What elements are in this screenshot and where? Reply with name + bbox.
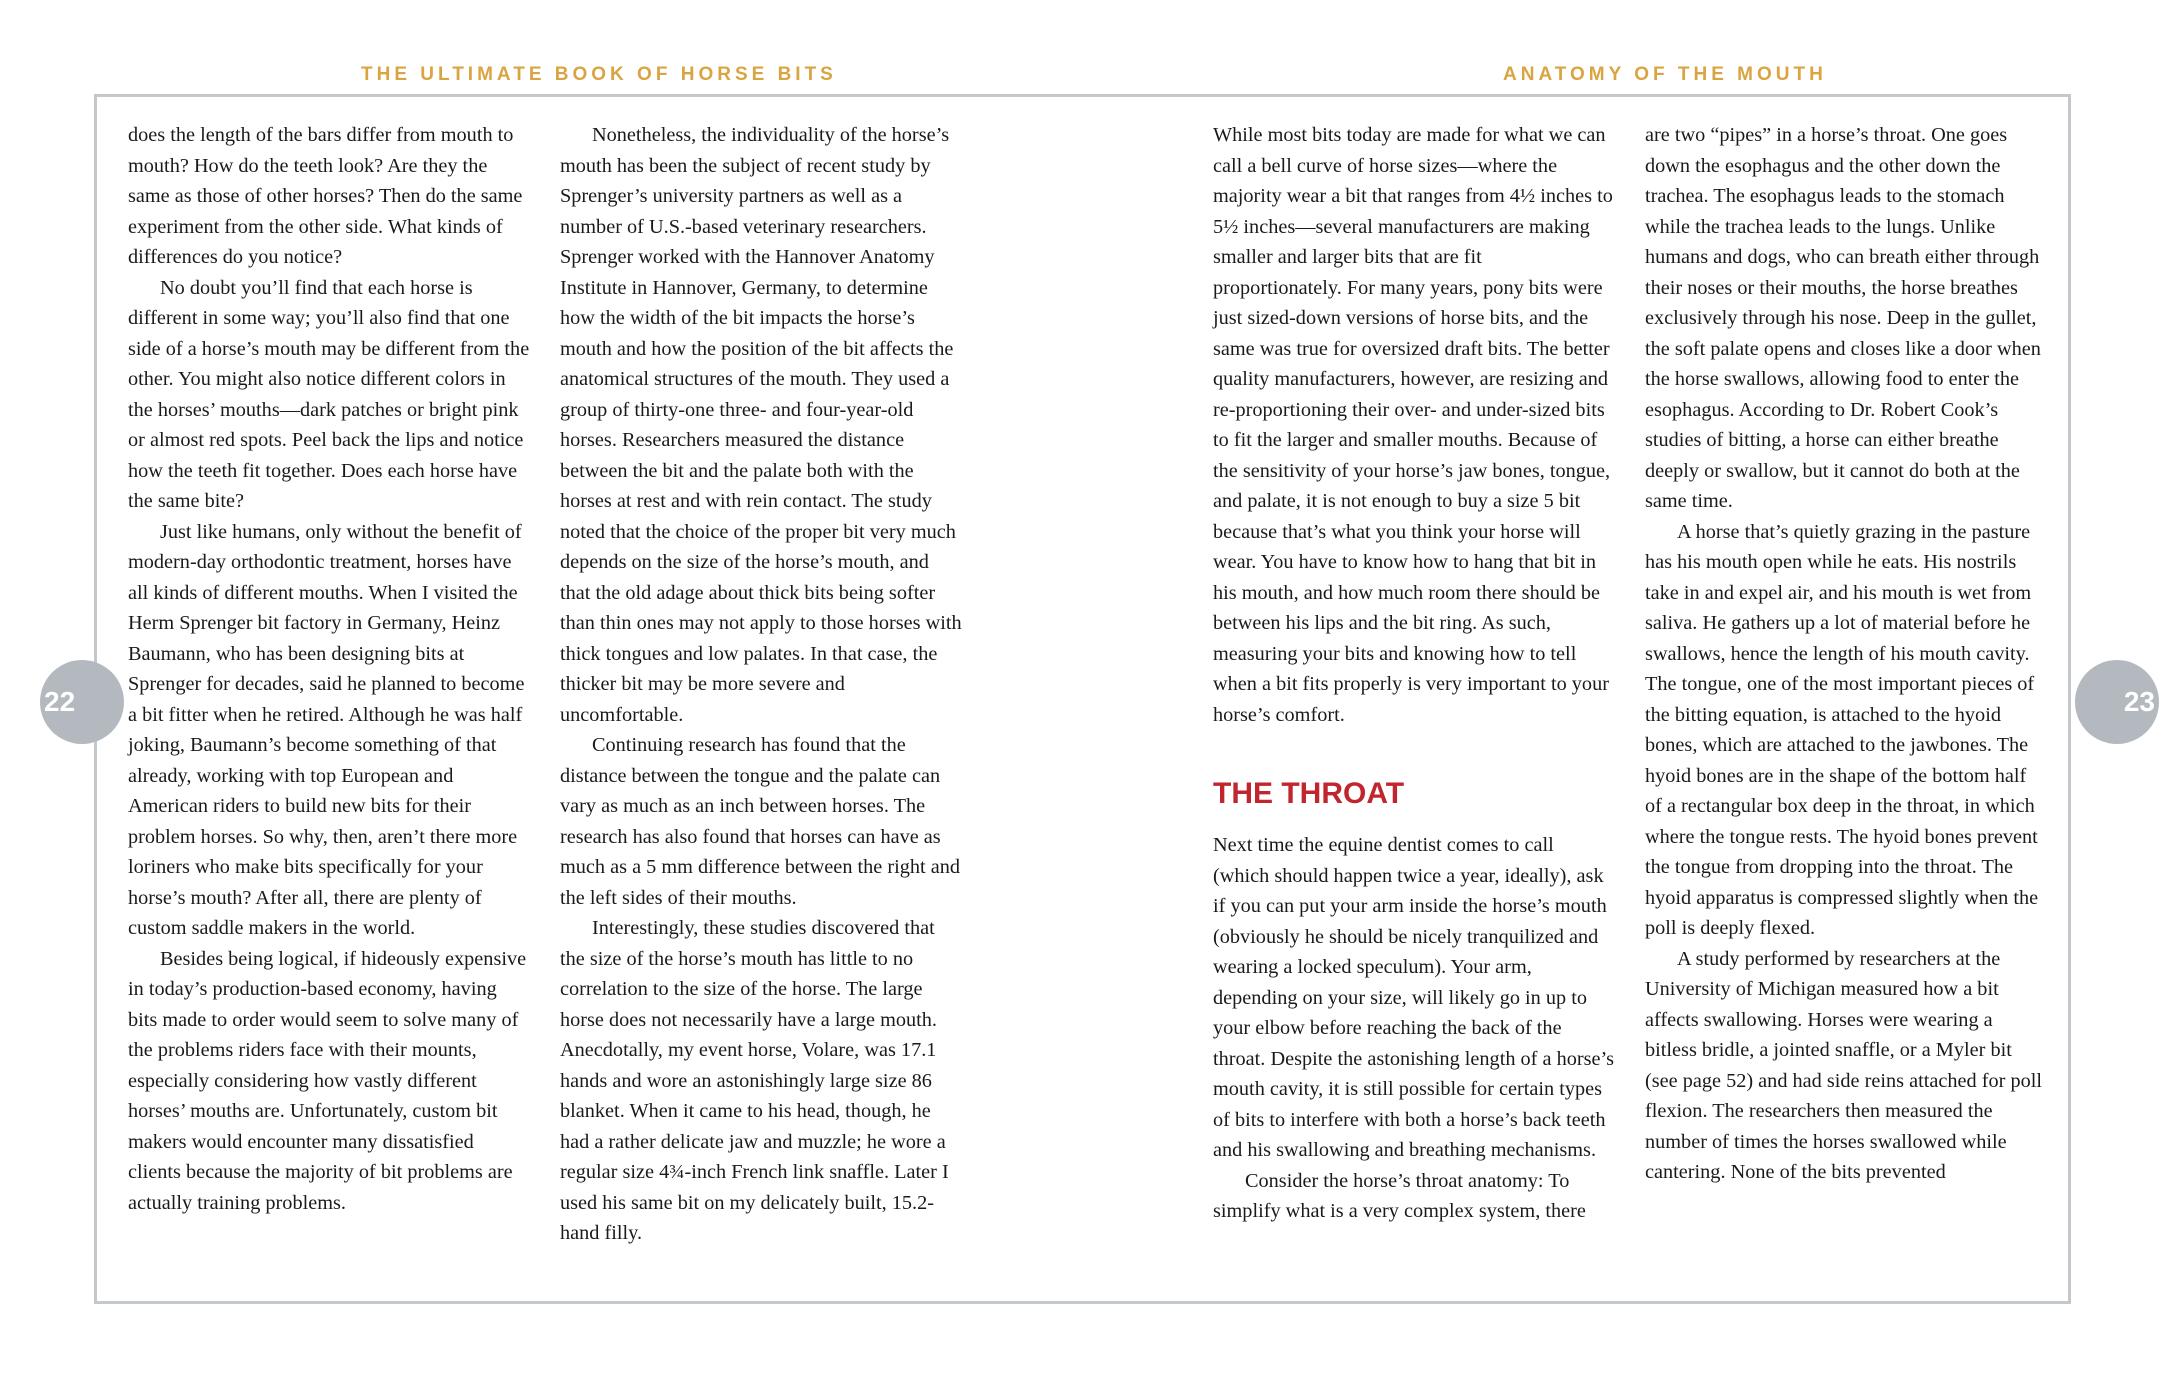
right-column-2 bbox=[1645, 120, 2047, 1188]
paragraph: are two “pipes” in a horse’s throat. One goes down the esophagus and the other down the trachea. The esophagus leads to the stomach while the trachea leads to the lungs. Unlike humans and dogs, who can breath either through their noses or their mouths, the horse breathes exclusively through his nose. Deep in the gullet, the soft palate opens and closes like a door when the horse swallows, allowing food to enter the esophagus. According to Dr. Robert Cook’s studies of bitting, a horse can either breathe deeply or swallow, but it cannot do both at the same time. bbox=[1645, 124, 2041, 512]
left-column-1 bbox=[128, 120, 530, 1218]
paragraph: No doubt you’ll find that each horse is different in some way; you’ll also find that one side of a horse’s mouth may be different from the other. You might also notice different colors in the horses’ mouths—dark patches or bright pink or almost red spots. Peel back the lips and notice how the teeth fit together. Does each horse have the same bite? bbox=[128, 276, 530, 512]
page-number-right: 23 bbox=[2075, 660, 2159, 744]
paragraph: Next time the equine dentist comes to call (which should happen twice a year, ideally), ask if you can put your arm inside the horse’s mouth (obviously he should be nicely tranquilized and wearing a locked speculum). Your arm, depending on your size, will likely go in up to your elbow before reaching the back of the throat. Despite the astonishing length of a horse’s mouth cavity, it is still possible for certain types of bits to interfere with both a horse’s back teeth and his swallowing and breathing mechanisms. bbox=[1213, 834, 1615, 1161]
paragraph: A horse that’s quietly grazing in the pasture has his mouth open while he eats. His nostrils take in and expel air, and his mouth is wet from saliva. He gathers up a lot of material before he swallows, hence the length of his mouth cavity. The tongue, one of the most important pieces of the bitting equation, is attached to the hyoid bones, which are attached to the jawbones. The hyoid bones are in the shape of the bottom half of a rectangular box deep in the throat, in which where the tongue rests. The hyoid bones prevent the tongue from dropping into the throat. The hyoid apparatus is compressed slightly when the poll is deeply flexed. bbox=[1645, 520, 2039, 939]
paragraph: does the length of the bars differ from mouth to mouth? How do the teeth look? Are they the same as those of other horses? Then do the same experiment from the other side. What kinds of differences do you notice? bbox=[128, 124, 523, 268]
left-column-2 bbox=[560, 120, 962, 1249]
paragraph: Besides being logical, if hideously expensive in today’s production-based economy, having bits made to order would seem to solve many of the problems riders face with their mounts, especially considering how vastly different horses’ mouths are. Unfortunately, custom bit makers would encounter many dissatisfied clients because the majority of bit problems are actually training problems. bbox=[128, 947, 527, 1214]
right-column-1 bbox=[1213, 120, 1615, 1227]
paragraph: Just like humans, only without the benefit of modern-day orthodontic treatment, horses have all kinds of different mouths. When I visited the Herm Sprenger bit factory in Germany, Heinz Baumann, who has been designing bits at Sprenger for decades, said he planned to become a bit fitter when he retired. Although he was half joking, Baumann’s become something of that already, working with top European and American riders to build new bits for their problem horses. So why, then, aren’t there more loriners who make bits specifically for your horse’s mouth? After all, there are plenty of custom saddle makers in the world. bbox=[128, 520, 525, 939]
paragraph: Consider the horse’s throat anatomy: To simplify what is a very complex system, there bbox=[1213, 1169, 1586, 1222]
section-heading: THE THROAT bbox=[1213, 777, 1405, 810]
paragraph: A study performed by researchers at the University of Michigan measured how a bit affects swallowing. Horses were wearing a bitless bridle, a jointed snaffle, or a Myler bit (see page 52) and had side reins attached for poll flexion. The researchers then measured the number of times the horses swallowed while cantering. None of the bits prevented bbox=[1645, 947, 2043, 1183]
running-head-left: THE ULTIMATE BOOK OF HORSE BITS bbox=[361, 64, 837, 85]
paragraph: Interestingly, these studies discovered that the size of the horse’s mouth has little to no correlation to the size of the horse. The large horse does not necessarily have a large mouth. Anecdotally, my event horse, Volare, was 17.1 hands and wore an astonishingly large size 86 blanket. When it came to his head, though, he had a rather delicate jaw and muzzle; he wore a regular size 4¾-inch French link snaffle. Later I used his same bit on my delicately built, 15.2-hand filly. bbox=[560, 917, 949, 1244]
running-head-right: ANATOMY OF THE MOUTH bbox=[1503, 64, 1827, 85]
page-number-left: 22 bbox=[40, 660, 124, 744]
paragraph: Nonetheless, the individuality of the horse’s mouth has been the subject of recent study by Sprenger’s university partners as well as a number of U.S.-based veterinary researchers. Sprenger worked with the Hannover Anatomy Institute in Hannover, Germany, to determine how the width of the bit impacts the horse’s mouth and how the position of the bit affects the anatomical structures of the mouth. They used a group of thirty-one three- and four-year-old horses. Researchers measured the distance between the bit and the palate both with the horses at rest and with rein contact. The study noted that the choice of the proper bit very much depends on the size of the horse’s mouth, and that the old adage about thick bits being softer than thin ones may not apply to those horses with thick tongues and low palates. In that case, the thicker bit may be more severe and uncomfortable. bbox=[560, 124, 962, 726]
paragraph: Continuing research has found that the distance between the tongue and the palate can vary as much as an inch between horses. The research has also found that horses can have as much as a 5 mm difference between the right and the left sides of their mouths. bbox=[560, 734, 961, 909]
paragraph: While most bits today are made for what we can call a bell curve of horse sizes—where the majority wear a bit that ranges from 4½ inches to 5½ inches—several manufacturers are making smaller and larger bits that are fit proportionately. For many years, pony bits were just sized-down versions of horse bits, and the same was true for oversized draft bits. The better quality manufacturers, however, are resizing and re-proportioning their over- and under-sized bits to fit the larger and smaller mouths. Because of the sensitivity of your horse’s jaw bones, tongue, and palate, it is not enough to buy a size 5 bit because that’s what you think your horse will wear. You have to know how to hang that bit in his mouth, and how much room there should be between his lips and the bit ring. As such, measuring your bits and knowing how to tell when a bit fits properly is very important to your horse’s comfort. bbox=[1213, 124, 1613, 726]
